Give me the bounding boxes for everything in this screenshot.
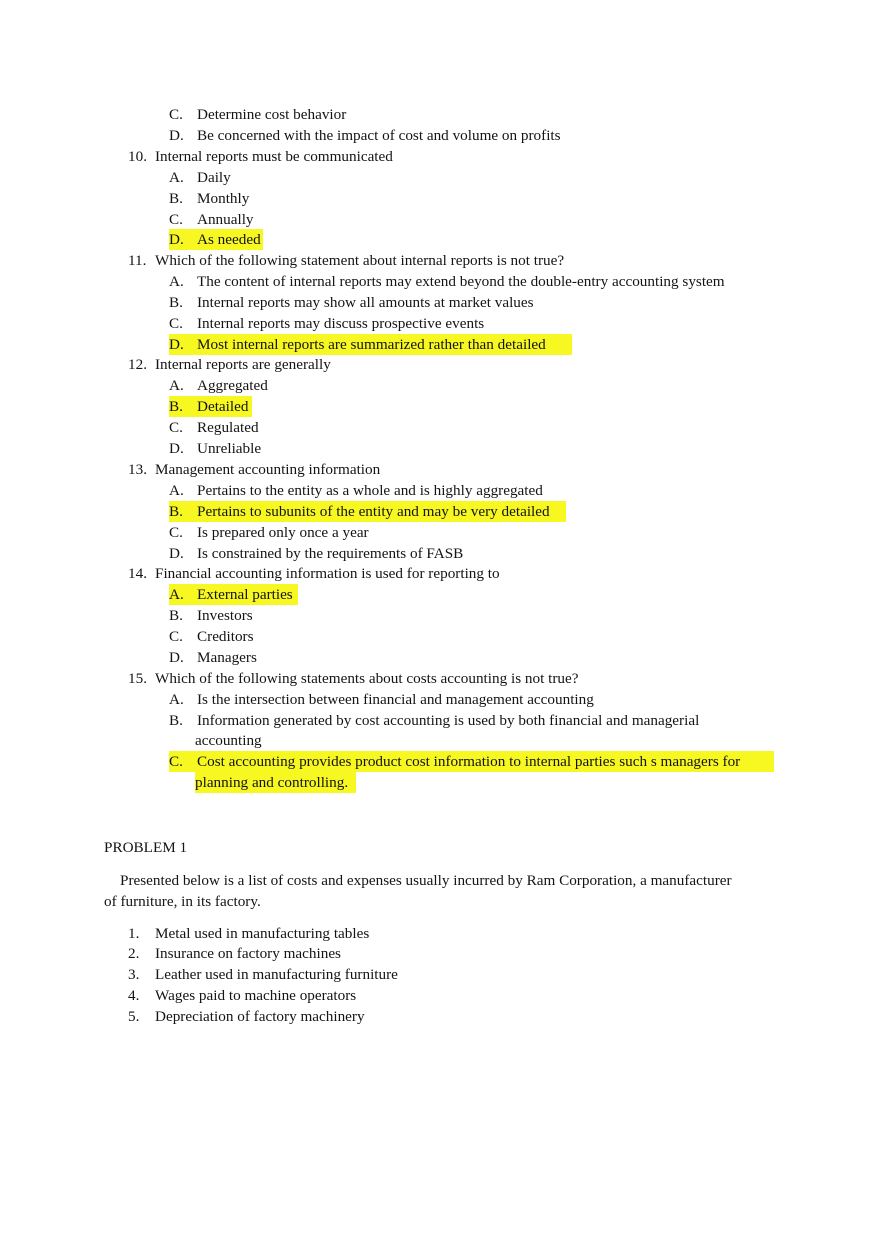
- question-10: [128, 146, 393, 167]
- item-number: 3.: [128, 966, 140, 983]
- option-text: Information generated by cost accounting is used by both financial and managerial: [197, 712, 700, 729]
- option-continuation: accounting: [195, 732, 262, 749]
- item-number: 5.: [128, 1008, 140, 1025]
- list-item: [128, 985, 356, 1006]
- question-number: 11.: [128, 252, 147, 269]
- option-label: B.: [169, 503, 183, 520]
- option-text: External parties: [197, 586, 293, 603]
- item-text: Wages paid to machine operators: [155, 987, 357, 1004]
- option-label: C.: [169, 106, 183, 123]
- option-label: A.: [169, 377, 184, 394]
- item-number: 4.: [128, 987, 140, 1004]
- list-item: [128, 964, 398, 985]
- option-label: B.: [169, 398, 183, 415]
- option-label: C.: [169, 315, 183, 332]
- option-row: [169, 271, 725, 292]
- option-text: Creditors: [197, 628, 254, 645]
- question-14: [128, 563, 500, 584]
- question-text: Financial accounting information is used for reporting to: [155, 565, 500, 582]
- item-number: 1.: [128, 925, 140, 942]
- option-text: Cost accounting provides product cost information to internal parties such s managers for: [197, 753, 741, 770]
- option-label: D.: [169, 545, 184, 562]
- item-text: Depreciation of factory machinery: [155, 1008, 365, 1025]
- item-text: Metal used in manufacturing tables: [155, 925, 370, 942]
- option-row: [169, 480, 543, 501]
- option-label: A.: [169, 273, 184, 290]
- option-label: B.: [169, 712, 183, 729]
- question-text: Which of the following statement about internal reports is not true?: [155, 252, 565, 269]
- item-text: Insurance on factory machines: [155, 945, 341, 962]
- question-text: Management accounting information: [155, 461, 381, 478]
- option-text: As needed: [197, 231, 261, 248]
- option-text: Aggregated: [197, 377, 268, 394]
- option-label: A.: [169, 482, 184, 499]
- option-label: D.: [169, 231, 184, 248]
- question-number: 12.: [128, 356, 147, 373]
- option-label: A.: [169, 586, 184, 603]
- option-label: B.: [169, 190, 183, 207]
- list-item: [128, 923, 369, 944]
- option-label: C.: [169, 211, 183, 228]
- option-label: C.: [169, 419, 183, 436]
- question-15: [128, 668, 578, 689]
- option-text: Pertains to subunits of the entity and may be very detailed: [197, 503, 550, 520]
- option-text: The content of internal reports may extend beyond the double-entry accounting system: [197, 273, 725, 290]
- option-row: [169, 689, 594, 710]
- option-text: Investors: [197, 607, 253, 624]
- question-text: Which of the following statements about costs accounting is not true?: [155, 670, 579, 687]
- problem-heading: PROBLEM 1: [104, 839, 188, 856]
- list-item: [128, 943, 341, 964]
- question-number: 13.: [128, 461, 147, 478]
- option-row: [169, 292, 534, 313]
- highlighted-answer: [169, 396, 252, 417]
- option-row: [169, 605, 253, 626]
- option-text: Is constrained by the requirements of FASB: [197, 545, 464, 562]
- option-row: [169, 438, 261, 459]
- option-text: Internal reports may discuss prospective events: [197, 315, 485, 332]
- option-text: Most internal reports are summarized rather than detailed: [197, 336, 546, 353]
- question-12: [128, 354, 331, 375]
- option-label: A.: [169, 169, 184, 186]
- option-text: Managers: [197, 649, 257, 666]
- question-text: Internal reports must be communicated: [155, 148, 393, 165]
- option-row: [169, 125, 561, 146]
- item-text: Leather used in manufacturing furniture: [155, 966, 398, 983]
- option-label: B.: [169, 294, 183, 311]
- option-text: Pertains to the entity as a whole and is highly aggregated: [197, 482, 543, 499]
- option-row: [169, 417, 259, 438]
- question-number: 14.: [128, 565, 147, 582]
- option-row: [169, 647, 257, 668]
- option-label: C.: [169, 628, 183, 645]
- option-row: [169, 313, 484, 334]
- list-item: [128, 1006, 365, 1027]
- highlighted-answer: [169, 751, 774, 772]
- question-11: [128, 250, 564, 271]
- option-row: [169, 543, 463, 564]
- option-label: D.: [169, 440, 184, 457]
- problem-intro: [104, 870, 764, 912]
- option-label: D.: [169, 336, 184, 353]
- option-row: [169, 710, 699, 731]
- question-13: [128, 459, 380, 480]
- option-text: Unreliable: [197, 440, 262, 457]
- option-text: Monthly: [197, 190, 250, 207]
- question-number: 15.: [128, 670, 147, 687]
- option-label: B.: [169, 607, 183, 624]
- question-text: Internal reports are generally: [155, 356, 331, 373]
- highlighted-continuation: planning and controlling.: [195, 772, 356, 793]
- option-text: Annually: [197, 211, 254, 228]
- highlighted-answer: [169, 584, 298, 605]
- option-row: [169, 104, 346, 125]
- option-row: [169, 375, 268, 396]
- option-row: [169, 188, 249, 209]
- question-number: 10.: [128, 148, 147, 165]
- option-text: Internal reports may show all amounts at market values: [197, 294, 534, 311]
- option-text: Determine cost behavior: [197, 106, 347, 123]
- highlighted-answer: [169, 501, 566, 522]
- option-text: Is the intersection between financial and management accounting: [197, 691, 594, 708]
- option-label: C.: [169, 524, 183, 541]
- option-label: D.: [169, 127, 184, 144]
- option-label: C.: [169, 753, 183, 770]
- option-row: [169, 209, 254, 230]
- problem-intro-line: of furniture, in its factory.: [104, 893, 261, 910]
- option-row: [169, 167, 231, 188]
- option-row: [169, 522, 369, 543]
- option-label: D.: [169, 649, 184, 666]
- problem-intro-line: Presented below is a list of costs and expenses usually incurred by Ram Corporation, a manufacturer: [120, 872, 732, 889]
- item-number: 2.: [128, 945, 140, 962]
- option-text: Is prepared only once a year: [197, 524, 369, 541]
- option-text: Detailed: [197, 398, 249, 415]
- option-text: Regulated: [197, 419, 259, 436]
- option-row: [169, 626, 254, 647]
- highlighted-answer: [169, 334, 572, 355]
- option-text: Daily: [197, 169, 231, 186]
- option-text: Be concerned with the impact of cost and volume on profits: [197, 127, 561, 144]
- option-label: A.: [169, 691, 184, 708]
- highlighted-answer: [169, 229, 263, 250]
